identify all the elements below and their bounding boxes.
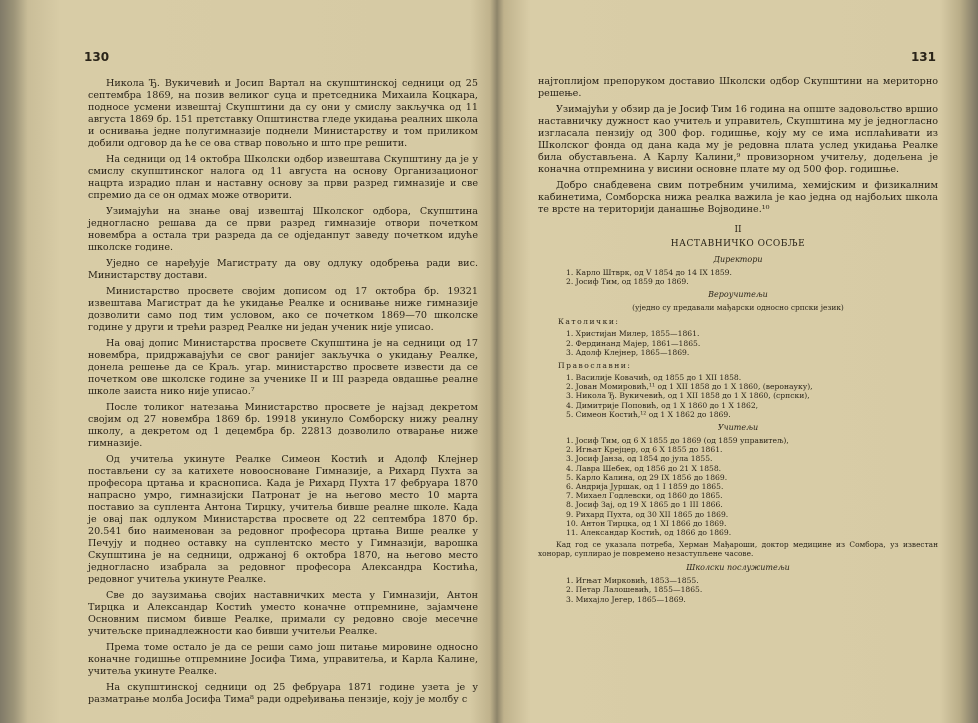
catholic-list bbox=[566, 329, 938, 357]
right-page bbox=[530, 0, 940, 723]
left-page-body bbox=[88, 78, 478, 710]
directors-heading: Директори bbox=[713, 255, 763, 264]
list-item: 7. Михаел Годлевски, од 1860 до 1865. bbox=[566, 491, 723, 501]
left-page bbox=[60, 0, 480, 723]
left-page-number: 130 bbox=[84, 50, 110, 64]
list-item: 11. Александар Костић, од 1866 до 1869. bbox=[566, 528, 732, 538]
servants-heading: Школски послужитељи bbox=[686, 563, 790, 573]
left-paragraph: На овај допис Министарства просвете Скупштина је на седници од 17 новембра, придржавајући се свог ранијег закључка о укидању Реалке, донела решење да се Краљ. угар. министарство просвете извести да се почетком ове школске године за ученике II и III разреда овдашње реалне школе заиста нико није уписао.⁷ bbox=[88, 338, 478, 397]
left-paragraph: Уједно се наређује Магистрату да ову одлуку одобрења ради вис. Министарству достави. bbox=[88, 258, 478, 281]
left-paragraph: Према томе остало је да се реши само још питање мировине односно коначне годишње отпремнине Јосифа Тима, управитеља, и Карла Калине, учитеља укинуте Реалке. bbox=[88, 642, 478, 677]
servants-list bbox=[566, 576, 938, 604]
teachers-heading: Учитељи bbox=[717, 423, 759, 433]
left-paragraph: На седници од 14 октобра Школски одбор извештава Скупштину да је у смислу скупштинског налога од 11 августа на основу Организационог нацрта израдио план и наставну основу за први разред гимназије и све спремио да се он одмах може отворити. bbox=[88, 154, 478, 201]
orthodox-label: Православни: bbox=[558, 361, 632, 371]
right-paragraph: најтоплијом препоруком доставио Школски одбор Скупштини на мериторно решење. bbox=[538, 76, 938, 99]
list-item: 8. Јосиф Зај, од 19 X 1865 до 1 III 1866. bbox=[566, 500, 723, 510]
right-page-body bbox=[538, 76, 938, 607]
section-title: НАСТАВНИЧКО ОСОБЉЕ bbox=[670, 239, 806, 249]
list-item: 10. Антон Тирцка, од 1 XI 1866 до 1869. bbox=[566, 518, 727, 528]
right-page-number: 131 bbox=[910, 50, 936, 64]
left-paragraph: Све до заузимања својих наставничких места у Гимназији, Антон Тирцка и Александар Костић уместо коначне отпремнине, зајамчене Основним писмом бивше Реалке, примали су редовно своје месечне учитељске принадлежности као бивши учитељи Реалке. bbox=[88, 590, 478, 637]
orthodox-list bbox=[566, 373, 938, 419]
list-item: 5. Карло Калина, од 29 IX 1856 до 1869. bbox=[566, 472, 728, 482]
list-item: 3. Адолф Клејнер, 1865—1869. bbox=[566, 347, 690, 357]
religion-note: (уједно су предавали мађарски односно српски језик) bbox=[632, 303, 844, 313]
left-paragraph: На скупштинској седници од 25 фебруара 1871 године узета је у разматрање молба Јосифа Тима⁸ ради одређивања пензије, коју је молбу с bbox=[88, 682, 478, 705]
catholic-label: Католички: bbox=[558, 317, 620, 327]
list-item: 1. Христијан Милер, 1855—1861. bbox=[566, 329, 700, 339]
list-item: 2. Фердинанд Мајер, 1861—1865. bbox=[566, 338, 701, 348]
list-item: 3. Никола Ђ. Вукичевић, од 1 XII 1858 до 1 X 1860, (српски), bbox=[566, 391, 810, 401]
directors-list bbox=[566, 268, 938, 286]
left-paragraph: Министарство просвете својим дописом од 17 октобра бр. 19321 извештава Магистрат да ће укидање Реалке и оснивање ниже гимназије дозволити само под тим условом, ако се почетком 1869—70 школске године у други и трећи разред Реалке ни један ученик није уписао. bbox=[88, 286, 478, 333]
list-item: 1. Карло Штврк, од V 1854 до 14 IX 1859. bbox=[566, 268, 732, 277]
list-item: 4. Димитрије Поповић, од 1 X 1860 до 1 X 1862, bbox=[566, 400, 759, 410]
list-item: 9. Рихард Пухта, од 30 XII 1865 до 1869. bbox=[566, 509, 729, 519]
list-item: 5. Симеон Костић,¹² од 1 X 1862 до 1869. bbox=[566, 409, 731, 419]
list-item: 2. Јосиф Тим, од 1859 до 1869. bbox=[566, 277, 689, 287]
list-item: 3. Михајло Јегер, 1865—1869. bbox=[566, 594, 686, 604]
list-item: 2. Јован Момировић,¹¹ од 1 XII 1858 до 1 X 1860, (веронауку), bbox=[566, 382, 813, 392]
teachers-note: Кад год се указала потреба, Херман Мађароши, доктор медицине из Сомбора, уз известан хонорар, суплирао је повремено незаступљене часове. bbox=[538, 540, 938, 559]
list-item: 2. Петар Лалошевић, 1855—1865. bbox=[566, 585, 703, 595]
list-item: 1. Василије Ковачић, од 1855 до 1 XII 1858. bbox=[566, 373, 742, 383]
left-paragraph: Узимајући на знање овај извештај Школског одбора, Скупштина једногласно решава да се први разред гимназије отвори почетком новембра а остала три разреда да се одједанпут заведу почетком идуће школске године. bbox=[88, 206, 478, 253]
left-paragraph: Од учитеља укинуте Реалке Симеон Костић и Адолф Клејнер постављени су за катихете новоосноване Гимназије, а Рихард Пухта за професора цртања и краснописа. Када је Рихард Пухта 17 фебруара 1870 нaпрасно умро, гимназијски Патронат је на његово место 10 марта поставио за суплента Антона Тирцку, учитеља бивше реалне школе. Када је овај пак одлуком Министарства просвете од 22 септембра 1870 бр. 20.541 био наименован за редовног професора цртања Више реалке у Печују и поднео оставку на суплентско место у Гимназији, варошка Скупштина је на седници, одржаној 6 октобра 1870, на његово место једногласно изабрала за редовног професора Александра Костића, редовног учитеља укинуте Реалке. bbox=[88, 454, 478, 585]
list-item: 1. Игњат Мирковић, 1853—1855. bbox=[566, 576, 699, 586]
left-paragraph: После толиког натезања Министарство просвете је најзад декретом својим од 27 новембра 1869 бр. 19918 укинуло Сомборску нижу реалну школу, а декретом од 1 децембра бр. 22813 дозволило отварање ниже гимназије. bbox=[88, 402, 478, 449]
left-paragraph: Никола Ђ. Вукичевић и Јосип Вартал на скупштинској седници од 25 септембра 1869, на позив великог суца и претседника Михаила Коцкара, подносе усмени извештај Скупштини да су они у смислу закључка од 11 августа 1869 бр. 151 претставку Општинства гледе укидања реалних школа и оснивања једне полугимназије поднели Министарству и том приликом добили одговор да ће се ова ствар повољно и што пре решити. bbox=[88, 78, 478, 149]
right-paragraph: Добро снабдевена свим потребним училима, хемијским и физикалним кабинетима, Сомборска нижа реалка важила је као једна од најбољих школа те врсте на територији данашње Војводине.¹⁰ bbox=[538, 180, 938, 215]
religion-heading: Вероучитељи bbox=[708, 290, 768, 300]
teachers-list bbox=[566, 436, 938, 537]
list-item: 2. Игњат Крејцер, од 6 X 1855 до 1861. bbox=[566, 445, 723, 455]
list-item: 4. Лавра Шебек, од 1856 до 21 X 1858. bbox=[566, 463, 722, 473]
list-item: 6. Андрија Јуршак, од 1 I 1859 до 1865. bbox=[566, 482, 724, 492]
right-paragraph: Узимајући у обзир да је Јосиф Тим 16 година на опште задовољство вршио наставничку дужност као учитељ и управитељ, Скупштина му је једногласно изгласала пензију од 300 фор. годишње, коју му се има исплаћивати из Школског фонда од дана када му је редовна плата услед укидања Реалке била обустављена. А Карлу Калини,⁹ провизорном учитељу, додељена је коначна отпремнина у висини основне плате му од 500 фор. годишње. bbox=[538, 104, 938, 175]
section-number: II bbox=[734, 225, 742, 235]
list-item: 1. Јосиф Тим, од 6 X 1855 до 1869 (од 1859 управитељ), bbox=[566, 436, 789, 446]
list-item: 3. Јосиф Јанза, од 1854 до јула 1855. bbox=[566, 454, 713, 464]
